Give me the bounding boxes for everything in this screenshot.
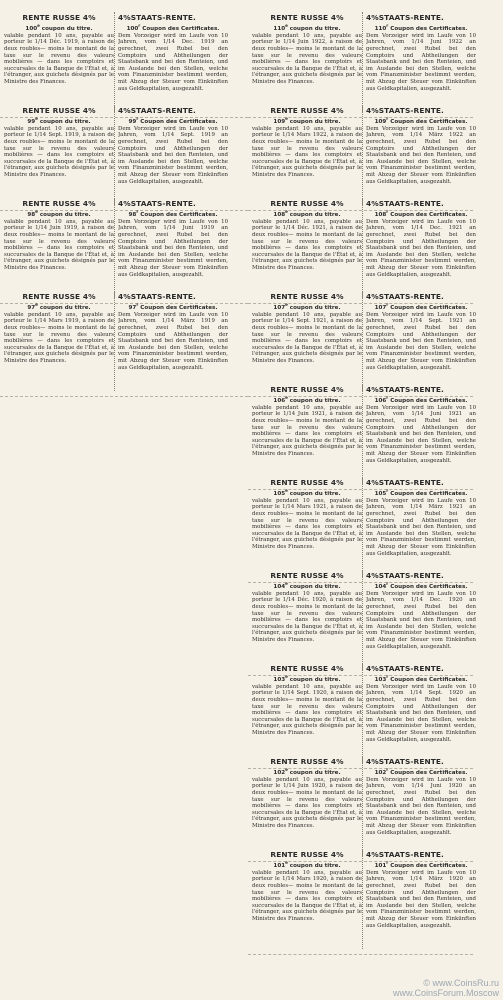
perforation-line bbox=[362, 198, 363, 298]
coupon-number-fr: 97 bbox=[27, 304, 36, 311]
coupon-header-de: 4%STAATS-RENTE. bbox=[366, 386, 444, 394]
coupon-header-de: 4%STAATS-RENTE. bbox=[118, 200, 196, 208]
coupon-subtitle-de bbox=[366, 208, 476, 219]
perforation-line bbox=[362, 12, 363, 112]
coupon-body-fr: valable pendant 10 ans, payable au porteur le 1/14 Sept. 1921, à raison de deux roubles— moins le montant de la taxe sur le revenu des valeurs mobilières — dans les comptoirs et succursales de la Banque de l'État et, à l'étranger, aux guichets désignés par le Ministre des Finances. bbox=[252, 311, 362, 365]
coupon-subtitle-fr bbox=[4, 115, 114, 126]
coupon-subtitle-de-text: Coupon des Certificates. bbox=[388, 211, 468, 218]
coupon-subtitle-fr-text: coupon du titre. bbox=[287, 25, 341, 32]
coupon-french-text bbox=[252, 293, 362, 389]
coupon-german-text bbox=[366, 758, 476, 854]
coupon-number-fr: 103 bbox=[273, 676, 286, 683]
coupon-subtitle-fr-text: coupon du titre. bbox=[287, 769, 341, 776]
coupon-header-fr: RENTE RUSSE 4% bbox=[270, 479, 344, 487]
coupon-subtitle-de bbox=[366, 580, 476, 591]
perforation-line bbox=[362, 477, 363, 577]
coupon-subtitle-de-text: Coupon des Certificates. bbox=[388, 583, 468, 590]
perforation-line bbox=[114, 291, 115, 391]
ordinal-mark: e bbox=[285, 395, 288, 400]
coupon-german-text bbox=[366, 107, 476, 203]
coupon-body-de: Dem Vorzeiger wird im Laufe von 10 Jahren, vom 1/14 Dec. 1920 an gerechnet, zwei Rubel bei den Comptoirs und Abtheilungen der Staatsbank und bei den Renteien, und im Auslande bei den Stellen, welche vom Finanzminister bestimmt werden, mit Abzug der Steuer vom Einkünften aus Geldkapitalien, ausgezahlt. bbox=[366, 590, 476, 650]
coupon-body-fr: valable pendant 10 ans, payable au porteur le 1/14 Juin 1921, à raison de deux roubles— moins le montant de la taxe sur le revenu des valeurs mobilières — dans les comptoirs et succursales de la Banque de l'État et, à l'étranger, aux guichets désignés par le Ministre des Finances. bbox=[252, 404, 362, 458]
coupon-subtitle-de-text: Coupon des Certificates. bbox=[388, 676, 468, 683]
coupon-subtitle-fr-text: coupon du titre. bbox=[37, 304, 91, 311]
coupon-header-de: 4%STAATS-RENTE. bbox=[118, 293, 196, 301]
coupon-subtitle-de-text: Coupon des Certificates. bbox=[140, 25, 220, 32]
coupon-subtitle-fr-text: coupon du titre. bbox=[37, 118, 91, 125]
coupon-german-text bbox=[366, 293, 476, 389]
coupon-subtitle-fr bbox=[252, 859, 362, 870]
ordinal-mark: e bbox=[285, 767, 288, 772]
coupon-subtitle-de bbox=[366, 487, 476, 498]
coupon-french-text bbox=[252, 107, 362, 203]
coupon-header-fr: RENTE RUSSE 4% bbox=[22, 293, 96, 301]
coupon-german-text bbox=[118, 14, 228, 110]
coupon-german-text bbox=[366, 14, 476, 110]
coupon-french-text bbox=[4, 200, 114, 296]
coupon-german-text bbox=[366, 665, 476, 761]
coupon-subtitle-de-text: Coupon des Certificates. bbox=[388, 769, 468, 776]
coupon-number-fr: 104 bbox=[273, 583, 286, 590]
ordinal-mark: r bbox=[386, 302, 389, 307]
coupon-subtitle-fr-text: coupon du titre. bbox=[287, 490, 341, 497]
ordinal-mark: r bbox=[386, 674, 389, 679]
watermark-line-1: © www.CoinsRu.ru bbox=[423, 978, 499, 988]
coupon-header-de: 4%STAATS-RENTE. bbox=[118, 107, 196, 115]
coupon-subtitle-fr bbox=[252, 487, 362, 498]
coupon-subtitle-de bbox=[366, 859, 476, 870]
perforation-line bbox=[362, 756, 363, 856]
coupon-header-de: 4%STAATS-RENTE. bbox=[118, 14, 196, 22]
coupon-header-fr: RENTE RUSSE 4% bbox=[270, 851, 344, 859]
coupon-subtitle-de-text: Coupon des Certificates. bbox=[388, 397, 468, 404]
perforation-line bbox=[362, 849, 363, 949]
ordinal-mark: e bbox=[285, 302, 288, 307]
ordinal-mark: e bbox=[285, 23, 288, 28]
perforation-line bbox=[114, 198, 115, 298]
coupon-body-fr: valable pendant 10 ans, payable au porteur le 1/14 Mars 1919, à raison de deux roubles— moins le montant de la taxe sur le revenu des valeurs mobilières — dans les comptoirs et succursales de la Banque de l'État et, à l'étranger, aux guichets désignés par le Ministre des Finances. bbox=[4, 311, 114, 365]
coupon-body-de: Dem Vorzeiger wird im Laufe von 10 Jahren, vom 1/14 Sept. 1919 an gerechnet, zwei Rubel bei den Comptoirs und Abtheilungen der Staatsbank und bei den Renteien, und im Auslande bei den Stellen, welche vom Finanzminister bestimmt werden, mit Abzug der Steuer vom Einkünften aus Geldkapitalien, ausgezahlt. bbox=[118, 125, 228, 185]
coupon-body-de: Dem Vorzeiger wird im Laufe von 10 Jahren, vom 1/14 Juni 1920 an gerechnet, zwei Rubel bei den Comptoirs und Abtheilungen der Staatsbank und bei den Renteien, und im Auslande bei den Stellen, welche vom Finanzminister bestimmt werden, mit Abzug der Steuer vom Einkünften aus Geldkapitalien, ausgezahlt. bbox=[366, 776, 476, 836]
coupon-header-de: 4%STAATS-RENTE. bbox=[366, 200, 444, 208]
ordinal-mark: e bbox=[285, 488, 288, 493]
coupon-body-fr: valable pendant 10 ans, payable au porteur le 1/14 Déc. 1920, à raison de deux roubles— moins le montant de la taxe sur le revenu des valeurs mobilières — dans les comptoirs et succursales de la Banque de l'État et, à l'étranger, aux guichets désignés par le Ministre des Finances. bbox=[252, 590, 362, 644]
coupon-french-text bbox=[252, 14, 362, 110]
coupon-number-de: 106 bbox=[374, 397, 387, 404]
coupon-header-fr: RENTE RUSSE 4% bbox=[270, 107, 344, 115]
coupon-body-de: Dem Vorzeiger wird im Laufe von 10 Jahren, vom 1/14 Sept. 1920 an gerechnet, zwei Rubel bei den Comptoirs und Abtheilungen der Staatsbank und bei den Renteien, und im Auslande bei den Stellen, welche vom Finanzminister bestimmt werden, mit Abzug der Steuer vom Einkünften aus Geldkapitalien, ausgezahlt. bbox=[366, 683, 476, 743]
coupon-german-text bbox=[118, 107, 228, 203]
coupon-subtitle-de bbox=[118, 301, 228, 312]
ordinal-mark: e bbox=[285, 581, 288, 586]
coupon-subtitle-de-text: Coupon des Certificates. bbox=[138, 211, 218, 218]
coupon-number-de: 98 bbox=[128, 211, 137, 218]
coupon-number-de: 102 bbox=[374, 769, 387, 776]
coupon-header-de: 4%STAATS-RENTE. bbox=[366, 479, 444, 487]
ordinal-mark: r bbox=[386, 860, 389, 865]
coupon-subtitle-de-text: Coupon des Certificates. bbox=[388, 490, 468, 497]
coupon-body-de: Dem Vorzeiger wird im Laufe von 10 Jahren, vom 1/14 Dec. 1921 an gerechnet, zwei Rubel bei den Comptoirs und Abtheilungen der Staatsbank und bei den Renteien, und im Auslande bei den Stellen, welche vom Finanzminister bestimmt werden, mit Abzug der Steuer vom Einkünften aus Geldkapitalien, ausgezahlt. bbox=[366, 218, 476, 278]
perforation-line bbox=[114, 105, 115, 205]
coupon-subtitle-fr bbox=[252, 673, 362, 684]
coupon-number-de: 100 bbox=[126, 25, 139, 32]
coupon-subtitle-de bbox=[118, 115, 228, 126]
coupon-german-text bbox=[366, 851, 476, 947]
coupon-subtitle-de bbox=[366, 115, 476, 126]
coupon-subtitle-fr-text: coupon du titre. bbox=[287, 862, 341, 869]
perforation-line bbox=[362, 663, 363, 763]
ordinal-mark: r bbox=[386, 581, 389, 586]
coupon bbox=[0, 287, 248, 397]
coupon-number-fr: 110 bbox=[273, 25, 286, 32]
ordinal-mark: r bbox=[138, 23, 141, 28]
coupon-subtitle-de-text: Coupon des Certificates. bbox=[388, 304, 468, 311]
coupon-header-fr: RENTE RUSSE 4% bbox=[270, 200, 344, 208]
ordinal-mark: r bbox=[386, 488, 389, 493]
ordinal-mark: r bbox=[386, 116, 389, 121]
coupon-french-text bbox=[252, 200, 362, 296]
coupon-body-de: Dem Vorzeiger wird im Laufe von 10 Jahren, vom 1/14 Sept. 1921 an gerechnet, zwei Rubel bei den Comptoirs und Abtheilungen der Staatsbank und bei den Renteien, und im Auslande bei den Stellen, welche vom Finanzminister bestimmt werden, mit Abzug der Steuer vom Einkünften aus Geldkapitalien, ausgezahlt. bbox=[366, 311, 476, 371]
coupon-subtitle-fr-text: coupon du titre. bbox=[287, 118, 341, 125]
coupon-number-de: 99 bbox=[128, 118, 137, 125]
coupon-french-text bbox=[4, 107, 114, 203]
coupon-subtitle-fr bbox=[252, 22, 362, 33]
coupon-body-fr: valable pendant 10 ans, payable au porteur le 1/14 Sept. 1919, à raison de deux roubles— moins le montant de la taxe sur le revenu des valeurs mobilières — dans les comptoirs et succursales de la Banque de l'État et, à l'étranger, aux guichets désignés par le Ministre des Finances. bbox=[4, 125, 114, 179]
coupon-header-fr: RENTE RUSSE 4% bbox=[270, 758, 344, 766]
coupon-number-de: 97 bbox=[128, 304, 137, 311]
coupon-german-text bbox=[118, 293, 228, 389]
coupon-subtitle-fr-text: coupon du titre. bbox=[287, 304, 341, 311]
perforation-line bbox=[114, 12, 115, 112]
coupon-header-de: 4%STAATS-RENTE. bbox=[366, 851, 444, 859]
coupon bbox=[248, 845, 476, 955]
coupon-body-fr: valable pendant 10 ans, payable au porteur le 1/14 Juin 1920, à raison de deux roubles— moins le montant de la taxe sur le revenu des valeurs mobilières — dans les comptoirs et succursales de la Banque de l'État et, à l'étranger, aux guichets désignés par le Ministre des Finances. bbox=[252, 776, 362, 830]
watermark bbox=[393, 978, 499, 998]
coupon-number-de: 108 bbox=[374, 211, 387, 218]
coupon-subtitle-de bbox=[118, 208, 228, 219]
ordinal-mark: e bbox=[35, 209, 38, 214]
coupon-subtitle-fr bbox=[252, 115, 362, 126]
coupon-german-text bbox=[366, 479, 476, 575]
coupon-french-text bbox=[252, 665, 362, 761]
coupon-body-fr: valable pendant 10 ans, payable au porteur le 1/14 Juin 1922, à raison de deux roubles— moins le montant de la taxe sur le revenu des valeurs mobilières — dans les comptoirs et succursales de la Banque de l'État et, à l'étranger, aux guichets désignés par le Ministre des Finances. bbox=[252, 32, 362, 86]
coupon-subtitle-de bbox=[366, 22, 476, 33]
coupon-number-fr: 99 bbox=[27, 118, 36, 125]
coupon-body-de: Dem Vorzeiger wird im Laufe von 10 Jahren, vom 1/14 März 1919 an gerechnet, zwei Rubel bei den Comptoirs und Abtheilungen der Staatsbank und bei den Renteien, und im Auslande bei den Stellen, welche vom Finanzminister bestimmt werden, mit Abzug der Steuer vom Einkünften aus Geldkapitalien, ausgezahlt. bbox=[118, 311, 228, 371]
coupon-number-fr: 109 bbox=[273, 118, 286, 125]
coupon-subtitle-fr-text: coupon du titre. bbox=[287, 397, 341, 404]
coupon-subtitle-de-text: Coupon des Certificates. bbox=[388, 862, 468, 869]
coupon-subtitle-de bbox=[366, 766, 476, 777]
coupon-subtitle-fr bbox=[4, 22, 114, 33]
coupon-subtitle-fr bbox=[252, 394, 362, 405]
coupon-german-text bbox=[366, 572, 476, 668]
coupon-body-fr: valable pendant 10 ans, payable au porteur le 1/14 Mars 1922, à raison de deux roubles— moins le montant de la taxe sur le revenu des valeurs mobilières — dans les comptoirs et succursales de la Banque de l'État et, à l'étranger, aux guichets désignés par le Ministre des Finances. bbox=[252, 125, 362, 179]
coupon-header-fr: RENTE RUSSE 4% bbox=[22, 107, 96, 115]
coupon-header-de: 4%STAATS-RENTE. bbox=[366, 758, 444, 766]
coupon-french-text bbox=[4, 293, 114, 389]
coupon-french-text bbox=[252, 386, 362, 482]
coupon-header-fr: RENTE RUSSE 4% bbox=[22, 14, 96, 22]
ordinal-mark: e bbox=[37, 23, 40, 28]
coupon-number-fr: 105 bbox=[273, 490, 286, 497]
coupon-number-de: 101 bbox=[374, 862, 387, 869]
coupon-header-fr: RENTE RUSSE 4% bbox=[270, 293, 344, 301]
coupon-body-de: Dem Vorzeiger wird im Laufe von 10 Jahren, vom 1/14 März 1921 an gerechnet, zwei Rubel bei den Comptoirs und Abtheilungen der Staatsbank und bei den Renteien, und im Auslande bei den Stellen, welche vom Finanzminister bestimmt werden, mit Abzug der Steuer vom Einkünften aus Geldkapitalien, ausgezahlt. bbox=[366, 497, 476, 557]
coupon-number-de: 107 bbox=[374, 304, 387, 311]
ordinal-mark: e bbox=[35, 116, 38, 121]
perforation-line bbox=[362, 384, 363, 484]
coupon-number-fr: 101 bbox=[273, 862, 286, 869]
perforation-line bbox=[362, 105, 363, 205]
perforation-line bbox=[362, 570, 363, 670]
coupon-header-de: 4%STAATS-RENTE. bbox=[366, 107, 444, 115]
coupon-subtitle-de-text: Coupon des Certificates. bbox=[138, 304, 218, 311]
coupon-header-fr: RENTE RUSSE 4% bbox=[270, 386, 344, 394]
coupon-number-fr: 100 bbox=[25, 25, 38, 32]
coupon-german-text bbox=[118, 200, 228, 296]
ordinal-mark: e bbox=[35, 302, 38, 307]
coupon-subtitle-de bbox=[118, 22, 228, 33]
coupon-subtitle-fr bbox=[4, 208, 114, 219]
coupon-subtitle-fr-text: coupon du titre. bbox=[39, 25, 93, 32]
coupon-body-de: Dem Vorzeiger wird im Laufe von 10 Jahren, vom 1/14 Juni 1921 an gerechnet, zwei Rubel bei den Comptoirs und Abtheilungen der Staatsbank und bei den Renteien, und im Auslande bei den Stellen, welche vom Finanzminister bestimmt werden, mit Abzug der Steuer vom Einkünften aus Geldkapitalien, ausgezahlt. bbox=[366, 404, 476, 464]
coupon-body-de: Dem Vorzeiger wird im Laufe von 10 Jahren, vom 1/14 Juni 1922 an gerechnet, zwei Rubel bei den Comptoirs und Abtheilungen der Staatsbank und bei den Renteien, und im Auslande bei den Stellen, welche vom Finanzminister bestimmt werden, mit Abzug der Steuer vom Einkünften aus Geldkapitalien, ausgezahlt. bbox=[366, 32, 476, 92]
coupon-body-de: Dem Vorzeiger wird im Laufe von 10 Jahren, vom 1/14 März 1922 an gerechnet, zwei Rubel bei den Comptoirs und Abtheilungen der Staatsbank und bei den Renteien, und im Auslande bei den Stellen, welche vom Finanzminister bestimmt werden, mit Abzug der Steuer vom Einkünften aus Geldkapitalien, ausgezahlt. bbox=[366, 125, 476, 185]
coupon-subtitle-fr bbox=[252, 208, 362, 219]
coupon-body-de: Dem Vorzeiger wird im Laufe von 10 Jahren, vom 1/14 Dec. 1919 an gerechnet, zwei Rubel bei den Comptoirs und Abtheilungen der Staatsbank und bei den Renteien, und im Auslande bei den Stellen, welche vom Finanzminister bestimmt werden, mit Abzug der Steuer vom Einkünften aus Geldkapitalien, ausgezahlt. bbox=[118, 32, 228, 92]
coupon-number-fr: 98 bbox=[27, 211, 36, 218]
coupon-number-de: 103 bbox=[374, 676, 387, 683]
coupon-header-fr: RENTE RUSSE 4% bbox=[270, 572, 344, 580]
coupon-french-text bbox=[252, 851, 362, 947]
coupon-french-text bbox=[252, 758, 362, 854]
coupon-subtitle-fr bbox=[4, 301, 114, 312]
coupon-number-fr: 107 bbox=[273, 304, 286, 311]
coupon-subtitle-de-text: Coupon des Certificates. bbox=[388, 118, 468, 125]
coupon-subtitle-fr bbox=[252, 766, 362, 777]
coupon-header-de: 4%STAATS-RENTE. bbox=[366, 665, 444, 673]
coupon-french-text bbox=[4, 14, 114, 110]
coupon-subtitle-fr-text: coupon du titre. bbox=[287, 676, 341, 683]
coupon-body-de: Dem Vorzeiger wird im Laufe von 10 Jahren, vom 1/14 Juni 1919 an gerechnet, zwei Rubel bei den Comptoirs und Abtheilungen der Staatsbank und bei den Renteien, und im Auslande bei den Stellen, welche vom Finanzminister bestimmt werden, mit Abzug der Steuer vom Einkünften aus Geldkapitalien, ausgezahlt. bbox=[118, 218, 228, 278]
coupon-german-text bbox=[366, 386, 476, 482]
ordinal-mark: e bbox=[285, 674, 288, 679]
ordinal-mark: e bbox=[285, 209, 288, 214]
coupon-german-text bbox=[366, 200, 476, 296]
ordinal-mark: r bbox=[136, 116, 139, 121]
coupon-subtitle-de bbox=[366, 301, 476, 312]
coupon-body-fr: valable pendant 10 ans, payable au porteur le 1/14 Déc. 1919, à raison de deux roubles— moins le montant de la taxe sur le revenu des valeurs mobilières — dans les comptoirs et succursales de la Banque de l'État et, à l'étranger, aux guichets désignés par le Ministre des Finances. bbox=[4, 32, 114, 86]
coupon-header-de: 4%STAATS-RENTE. bbox=[366, 572, 444, 580]
coupon-subtitle-de-text: Coupon des Certificates. bbox=[138, 118, 218, 125]
coupon-number-de: 109 bbox=[374, 118, 387, 125]
coupon-number-de: 105 bbox=[374, 490, 387, 497]
ordinal-mark: e bbox=[285, 116, 288, 121]
coupon-subtitle-fr bbox=[252, 580, 362, 591]
coupon-subtitle-fr bbox=[252, 301, 362, 312]
perforation-line bbox=[362, 291, 363, 391]
coupon-body-fr: valable pendant 10 ans, payable au porteur le 1/14 Sept. 1920, à raison de deux roubles— moins le montant de la taxe sur le revenu des valeurs mobilières — dans les comptoirs et succursales de la Banque de l'État et, à l'étranger, aux guichets désignés par le Ministre des Finances. bbox=[252, 683, 362, 737]
coupon-number-de: 110 bbox=[374, 25, 387, 32]
ordinal-mark: r bbox=[386, 767, 389, 772]
coupon-french-text bbox=[252, 479, 362, 575]
coupon-number-fr: 108 bbox=[273, 211, 286, 218]
coupon-header-de: 4%STAATS-RENTE. bbox=[366, 14, 444, 22]
coupon-header-fr: RENTE RUSSE 4% bbox=[22, 200, 96, 208]
coupon-subtitle-fr-text: coupon du titre. bbox=[37, 211, 91, 218]
ordinal-mark: r bbox=[136, 209, 139, 214]
coupon-number-fr: 102 bbox=[273, 769, 286, 776]
coupon-subtitle-fr-text: coupon du titre. bbox=[287, 211, 341, 218]
coupon-body-fr: valable pendant 10 ans, payable au porteur le 1/14 Mars 1920, à raison de deux roubles— moins le montant de la taxe sur le revenu des valeurs mobilières — dans les comptoirs et succursales de la Banque de l'État et, à l'étranger, aux guichets désignés par le Ministre des Finances. bbox=[252, 869, 362, 923]
coupon-subtitle-de bbox=[366, 394, 476, 405]
coupon-header-de: 4%STAATS-RENTE. bbox=[366, 293, 444, 301]
ordinal-mark: r bbox=[386, 209, 389, 214]
coupon-subtitle-de-text: Coupon des Certificates. bbox=[388, 25, 468, 32]
watermark-line-2: www.CoinsForum.Moscow bbox=[392, 988, 499, 998]
coupon-body-de: Dem Vorzeiger wird im Laufe von 10 Jahren, vom 1/14 März 1920 an gerechnet, zwei Rubel bei den Comptoirs und Abtheilungen der Staatsbank und bei den Renteien, und im Auslande bei den Stellen, welche vom Finanzminister bestimmt werden, mit Abzug der Steuer vom Einkünften aus Geldkapitalien, ausgezahlt. bbox=[366, 869, 476, 929]
coupon-header-fr: RENTE RUSSE 4% bbox=[270, 665, 344, 673]
coupon-number-de: 104 bbox=[374, 583, 387, 590]
ordinal-mark: e bbox=[285, 860, 288, 865]
ordinal-mark: r bbox=[386, 23, 389, 28]
coupon-subtitle-de bbox=[366, 673, 476, 684]
ordinal-mark: r bbox=[136, 302, 139, 307]
coupon-header-fr: RENTE RUSSE 4% bbox=[270, 14, 344, 22]
coupon-body-fr: valable pendant 10 ans, payable au porteur le 1/14 Juin 1919, à raison de deux roubles— moins le montant de la taxe sur le revenu des valeurs mobilières — dans les comptoirs et succursales de la Banque de l'État et, à l'étranger, aux guichets désignés par le Ministre des Finances. bbox=[4, 218, 114, 272]
coupon-subtitle-fr-text: coupon du titre. bbox=[287, 583, 341, 590]
coupon-body-fr: valable pendant 10 ans, payable au porteur le 1/14 Mars 1921, à raison de deux roubles— moins le montant de la taxe sur le revenu des valeurs mobilières — dans les comptoirs et succursales de la Banque de l'État et, à l'étranger, aux guichets désignés par le Ministre des Finances. bbox=[252, 497, 362, 551]
coupon-french-text bbox=[252, 572, 362, 668]
coupon-number-fr: 106 bbox=[273, 397, 286, 404]
coupon-body-fr: valable pendant 10 ans, payable au porteur le 1/14 Déc. 1921, à raison de deux roubles— moins le montant de la taxe sur le revenu des valeurs mobilières — dans les comptoirs et succursales de la Banque de l'État et, à l'étranger, aux guichets désignés par le Ministre des Finances. bbox=[252, 218, 362, 272]
ordinal-mark: r bbox=[386, 395, 389, 400]
